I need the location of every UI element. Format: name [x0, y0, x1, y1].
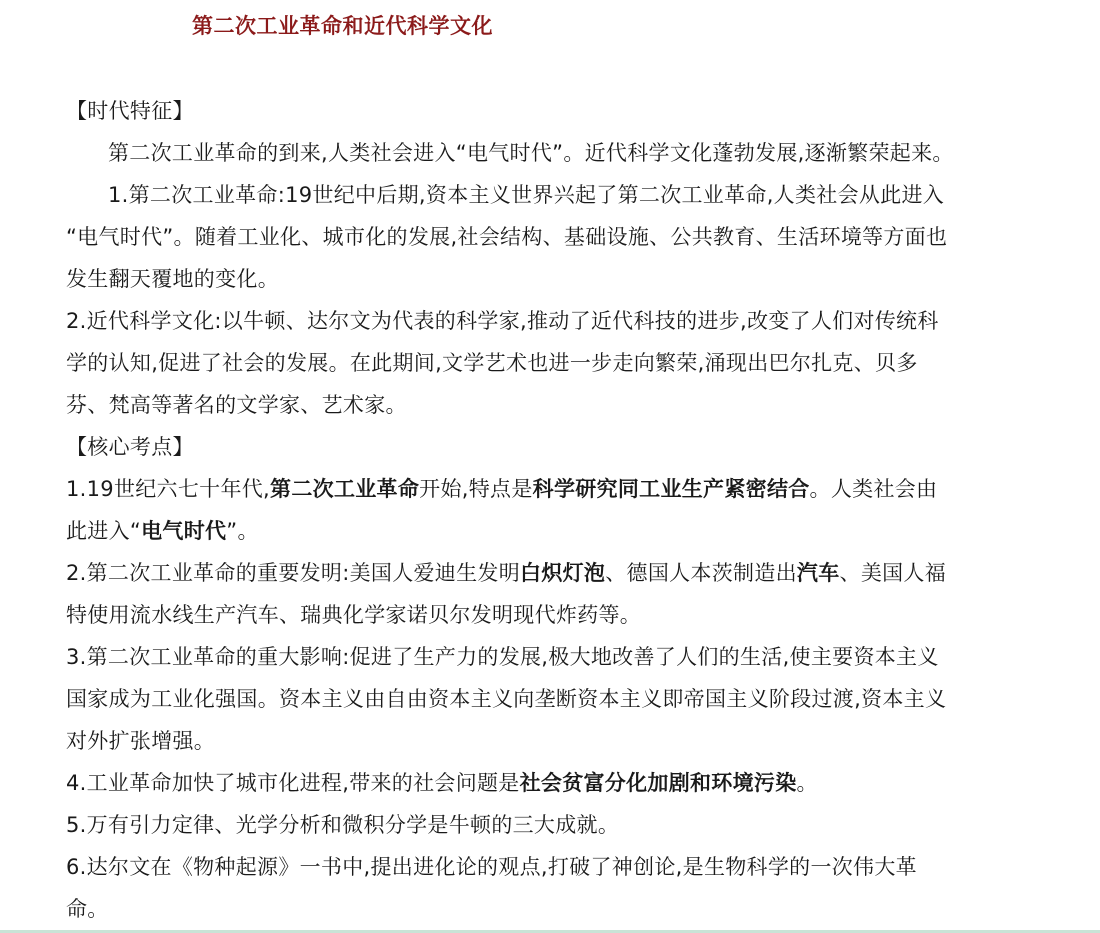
era-point1-line2: “电气时代”。随着工业化、城市化的发展,社会结构、基础设施、公共教育、生活环境等方面也	[66, 225, 948, 249]
key-point3-line1: 3.第二次工业革命的重大影响:促进了生产力的发展,极大地改善了人们的生活,使主要资本主义	[66, 645, 939, 669]
text-span: 2.第二次工业革命的重要发明:美国人爱迪生发明	[66, 561, 521, 585]
era-point2-line1: 2.近代科学文化:以牛顿、达尔文为代表的科学家,推动了近代科技的进步,改变了人们对传统科	[66, 309, 939, 333]
key-point5: 5.万有引力定律、光学分析和微积分学是牛顿的三大成就。	[66, 813, 620, 837]
era-point2-line2: 学的认知,促进了社会的发展。在此期间,文学艺术也进一步走向繁荣,涌现出巴尔扎克、贝多	[66, 351, 918, 375]
text-span: ”。	[226, 519, 259, 543]
bold-term: 第二次工业革命	[270, 477, 420, 501]
key-point3-line3: 对外扩张增强。	[66, 729, 216, 753]
section-heading-key-points: 【核心考点】	[66, 435, 194, 459]
era-point1-line1: 1.第二次工业革命:19世纪中后期,资本主义世界兴起了第二次工业革命,人类社会从此进入	[108, 183, 945, 207]
key-point6-line2: 命。	[66, 897, 109, 921]
bold-term: 社会贫富分化加剧和环境污染	[519, 771, 797, 795]
section-heading-era: 【时代特征】	[66, 99, 194, 123]
text-span: 、德国人本茨制造出	[605, 561, 797, 585]
key-point2-line1	[66, 552, 1066, 594]
key-point1-line2	[66, 510, 1066, 552]
text-span: 1.19世纪六七十年代,	[66, 477, 271, 501]
era-point1-line3: 发生翻天覆地的变化。	[66, 267, 279, 291]
text-span: 开始,特点是	[419, 477, 533, 501]
key-point4	[66, 762, 1066, 804]
text-span: 。人类社会由	[809, 477, 938, 501]
key-point2-line2: 特使用流水线生产汽车、瑞典化学家诺贝尔发明现代炸药等。	[66, 603, 642, 627]
bold-term: 白炽灯泡	[520, 561, 606, 585]
page-title: 第二次工业革命和近代科学文化	[192, 14, 493, 38]
document-body	[66, 90, 1066, 930]
key-point6-line1: 6.达尔文在《物种起源》一书中,提出进化论的观点,打破了神创论,是生物科学的一次伟大革	[66, 855, 917, 879]
key-point1-line1	[66, 468, 1066, 510]
era-point2-line3: 芬、梵高等著名的文学家、艺术家。	[66, 393, 407, 417]
bold-term: 科学研究同工业生产紧密结合	[532, 477, 810, 501]
text-span: 4.工业革命加快了城市化进程,带来的社会问题是	[66, 771, 520, 795]
bold-term: 电气时代	[141, 519, 227, 543]
text-span: 、美国人福	[839, 561, 947, 585]
bold-term: 汽车	[796, 561, 840, 585]
text-span: 此进入“	[66, 519, 142, 543]
era-intro: 第二次工业革命的到来,人类社会进入“电气时代”。近代科学文化蓬勃发展,逐渐繁荣起来。	[108, 141, 954, 165]
text-span: 。	[796, 771, 818, 795]
key-point3-line2: 国家成为工业化强国。资本主义由自由资本主义向垄断资本主义即帝国主义阶段过渡,资本主义	[66, 687, 947, 711]
